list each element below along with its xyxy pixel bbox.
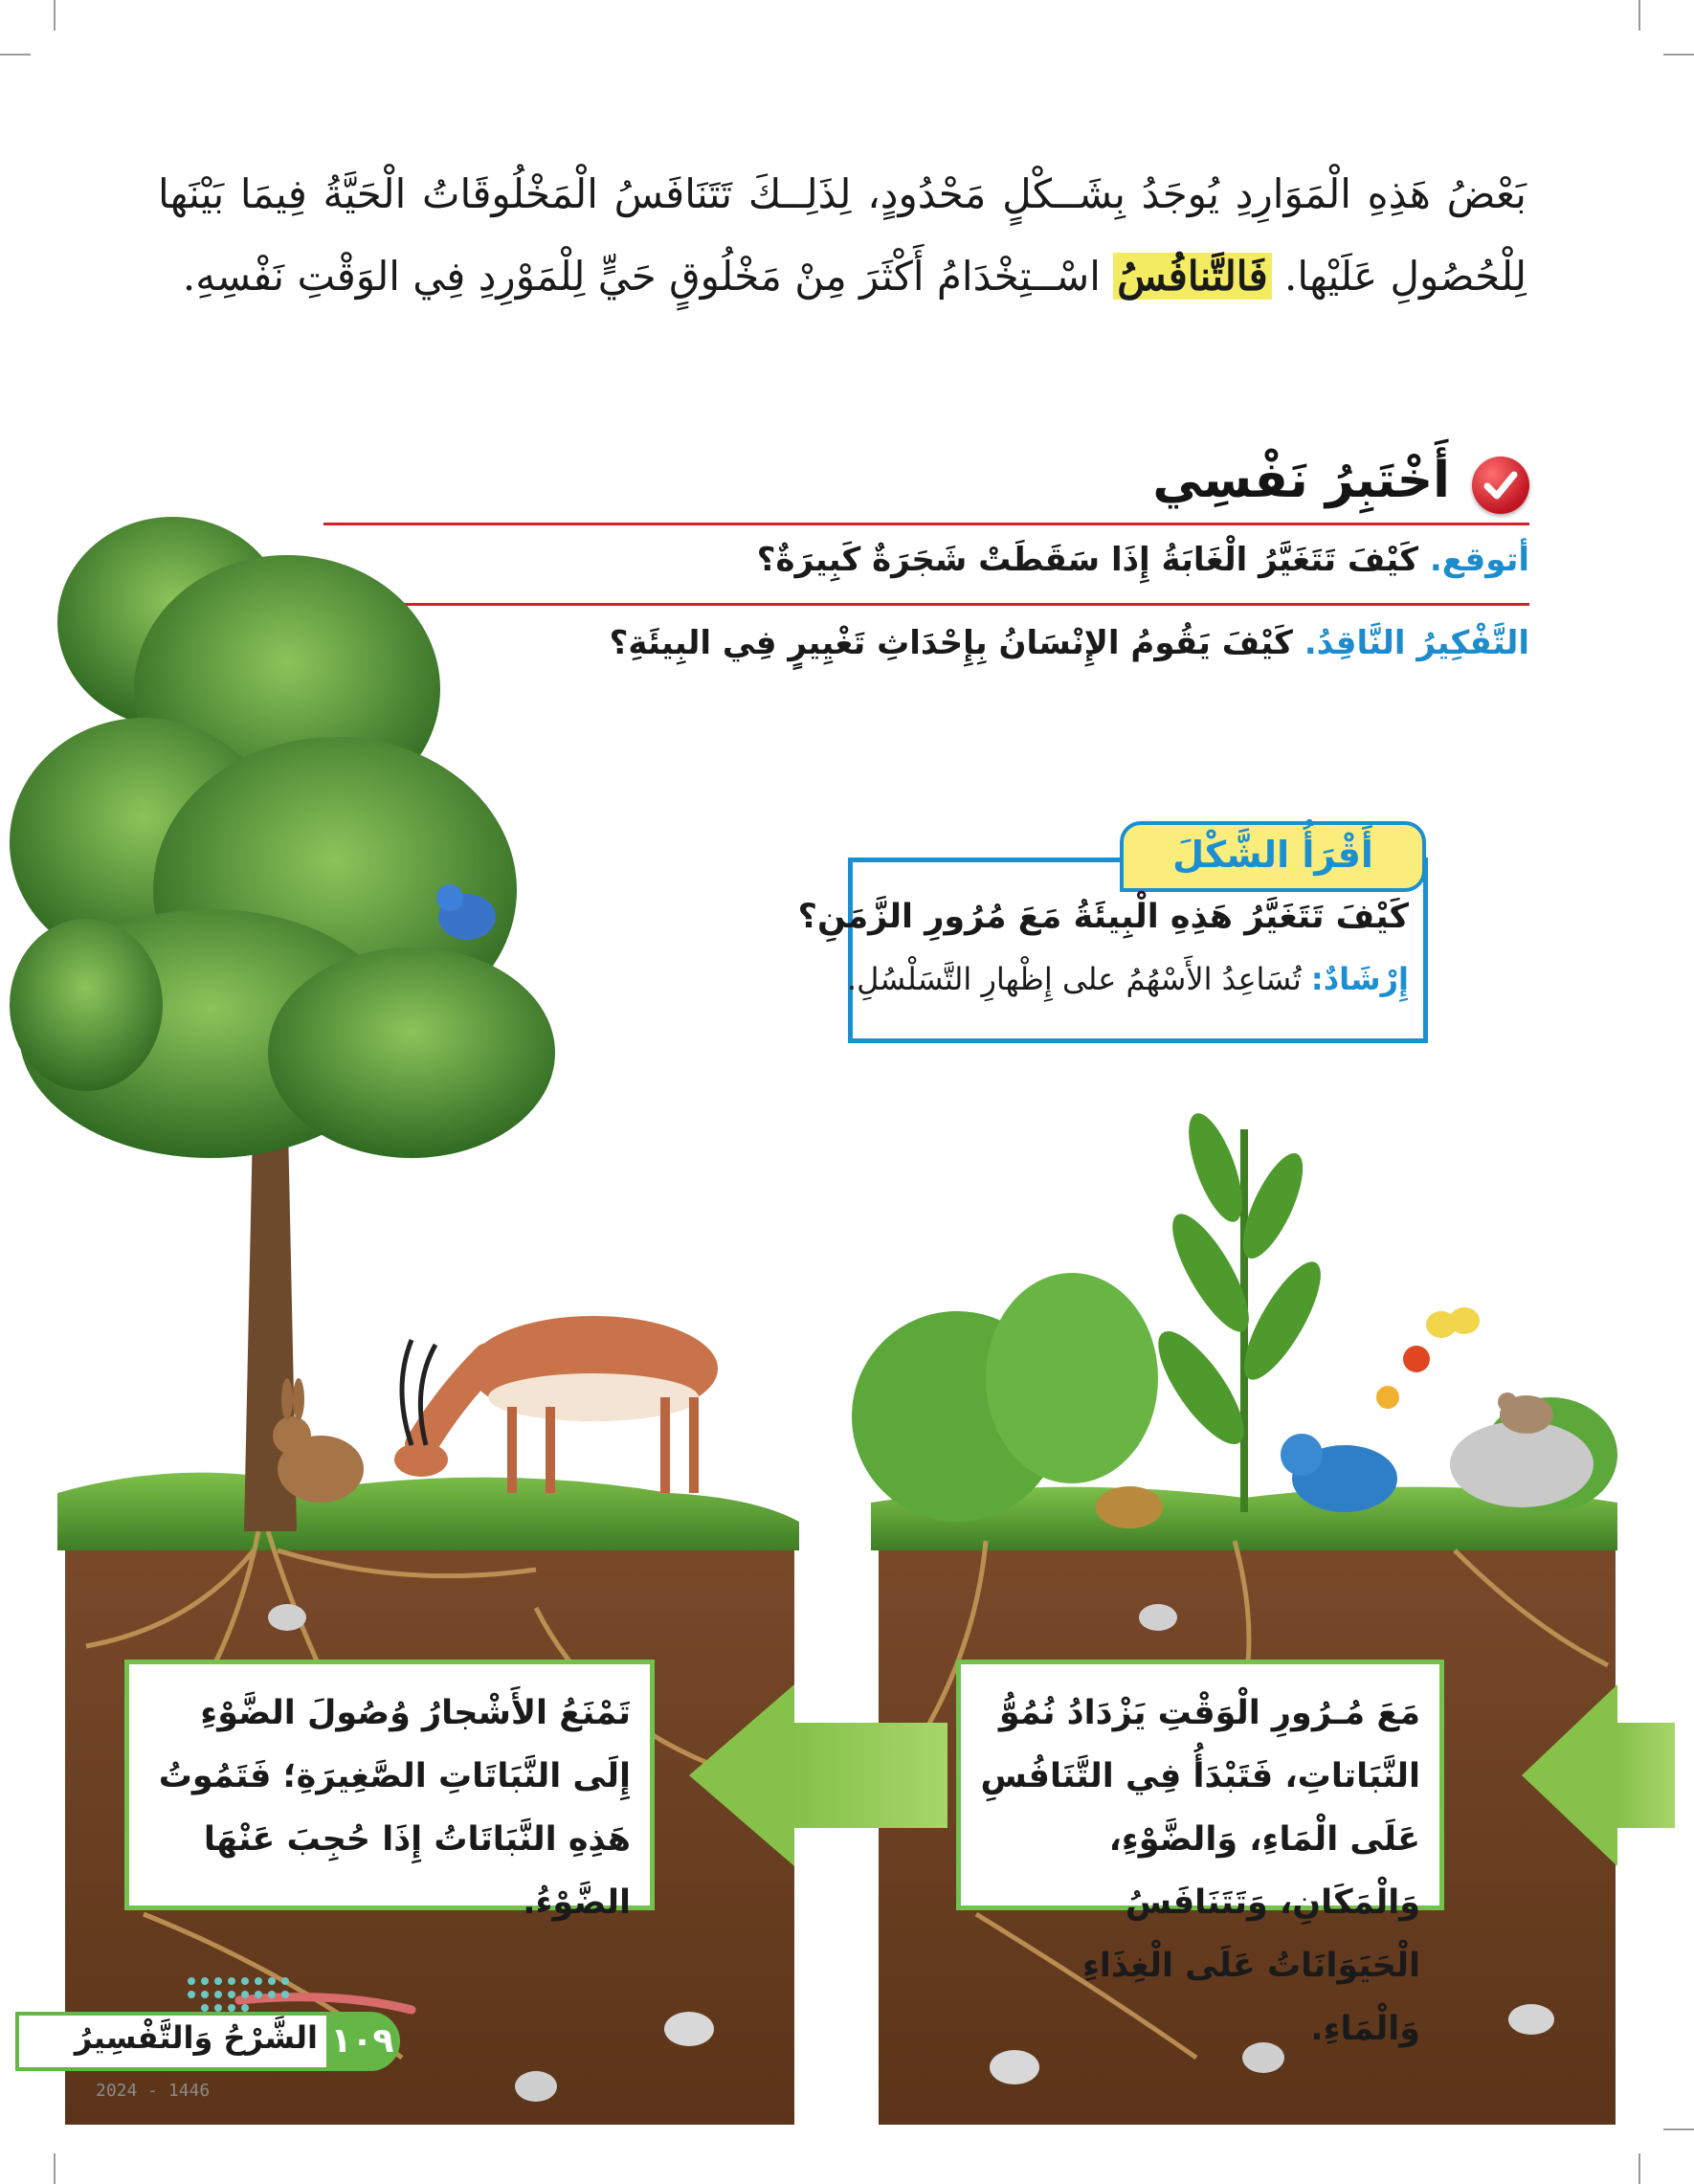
checkmark-icon (1472, 457, 1529, 514)
hint-label: إِرْشَادٌ: (1310, 961, 1409, 997)
toad (1096, 1486, 1163, 1528)
question-label: أتوقع. (1429, 541, 1529, 579)
crop-mark (1638, 0, 1640, 31)
page-number: ١٠٩ (326, 2016, 398, 2067)
question-text: كَيْفَ تَتَغَيَّرُ الْغَابَةُ إِذَا سَقَطَتْ شَجَرَةٌ كَبِيرَةٌ؟ (756, 541, 1418, 579)
term-competition-highlight: فَالتَّنافُسُ (1113, 253, 1271, 300)
read-figure-question: كَيْفَ تَتَغَيَّرُ هَذِهِ الْبِيئَةُ مَعَ مُرُورِ الزَّمَنِ؟ (797, 898, 1409, 936)
crop-mark (1663, 54, 1694, 56)
caption-plant-growth: مَعَ مُـرُورِ الْوَقْتِ يَزْدَادُ نُمُوُّ النَّبَاتاتِ، فَتَبْدَأُ فِي التَّنَافُسِ عَلَى الْمَاءِ، وَالضَّوْءِ، وَالْمَكَانِ، وَتَتَنَافَسُ الْحَيَوَانَاتُ عَلَى الْغِذَاءِ وَالْمَاءِ. (956, 1660, 1444, 1910)
hint-text: تُسَاعِدُ الأَسْهُمُ على إِظْهارِ التَّسَلْسُلِ. (846, 961, 1302, 997)
rabbit (273, 1378, 364, 1503)
read-figure-tab: أَقْرَأُ الشَّكْلَ (1120, 821, 1426, 892)
question-label: التَّفْكِيرُ النَّاقِدُ. (1304, 624, 1529, 662)
edition-year: 2024 - 1446 (96, 2081, 211, 2101)
question-text: كَيْفَ يَقُومُ الإِنْسَانُ بِإِحْدَاثِ تَغْيِيرٍ فِي البِيئَةِ؟ (609, 624, 1293, 662)
crop-mark (54, 2153, 56, 2184)
crop-mark (54, 0, 56, 31)
page-footer (15, 2012, 400, 2071)
section-title: الشَّرْحُ وَالتَّفْسِيرُ (74, 2019, 318, 2056)
crop-mark (1638, 2153, 1640, 2184)
caption-light-blocking: تَمْنَعُ الأَشْجارُ وُصُولَ الضَّوْءِ إِلَى النَّبَاتَاتِ الصَّغِيرَةِ؛ فَتَمُوتُ هَذِهِ النَّبَاتَاتُ إِذَا حُجِبَ عَنْهَا الضَّوْءُ. (124, 1660, 655, 1910)
butterfly (1426, 1307, 1480, 1338)
crop-mark (0, 54, 31, 56)
intro-part-2: اسْــتِخْدَامُ أَكْثَرَ مِنْ مَخْلُوقٍ حَيٍّ لِلْمَوْرِدِ فِي الوَقْتِ نَفْسِهِ. (182, 253, 1101, 300)
tree-canopy (10, 517, 555, 1158)
self-check-title: أَخْتَبِرُ نَفْسِي (1152, 452, 1450, 509)
intro-part-1: بَعْضُ هَذِهِ الْمَوَارِدِ يُوجَدُ بِشَــكْلٍ مَحْدُودٍ، لِذَلِــكَ تَتَنَافَسُ الْمَخْلُوقَاتُ الْحَيَّةُ فِيمَا بَيْنَها لِلْحُصُولِ عَلَيْها. (158, 170, 1527, 300)
read-figure-hint (847, 961, 1409, 997)
intro-paragraph (158, 153, 1527, 318)
gazelle (394, 1316, 718, 1493)
